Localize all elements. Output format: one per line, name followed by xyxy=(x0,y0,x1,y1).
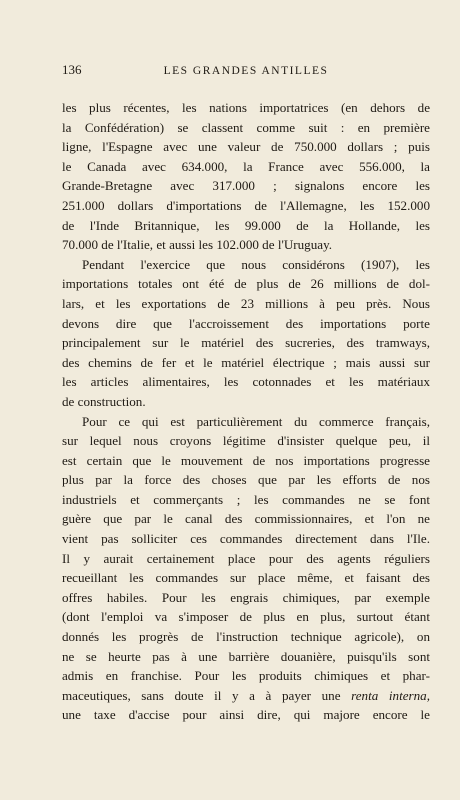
text-line: le Canada avec 634.000, la France avec 556.000, la xyxy=(62,158,430,174)
text-line: ne se heurte pas à une barrière douanière, puisqu'ils sont xyxy=(62,648,430,664)
text-line: les plus récentes, les nations importatrices (en dehors de xyxy=(62,100,430,115)
text-line: la Confédération) se classent comme suit : en première xyxy=(62,119,430,135)
text-line: principalement sur le matériel des sucreries, des tramways, xyxy=(62,335,430,351)
text-line xyxy=(62,686,430,706)
text-line: admis en franchise. Pour les produits chimiques et phar- xyxy=(62,668,430,684)
text-line: Grande-Bretagne avec 317.000 ; signalons encore les xyxy=(62,178,430,194)
page-number: 136 xyxy=(62,62,82,77)
text-line: guère que par le canal des commissionnaires, et l'on ne xyxy=(62,511,430,527)
text-line: de l'Inde Britannique, les 99.000 de la Hollande, les xyxy=(62,217,430,233)
text-line: est certain que le mouvement de nos importations progresse xyxy=(62,452,430,468)
text-line: des chemins de fer et le matériel électrique ; mais aussi sur xyxy=(62,354,430,370)
text-line: 251.000 dollars d'importations de l'Allemagne, les 152.000 xyxy=(62,197,430,213)
text-line: de construction. xyxy=(62,393,146,409)
text-line: lars, et les exportations de 23 millions à peu près. Nous xyxy=(62,295,430,311)
text-line: offres habiles. Pour les engrais chimiques, par exemple xyxy=(62,589,430,605)
text-line: recueillant les commandes sur place même, et faisant des xyxy=(62,570,430,586)
text-line: ligne, l'Espagne avec une valeur de 750.000 dollars ; puis xyxy=(62,139,430,155)
text-line: vient pas solliciter ces commandes directement dans l'Ile. xyxy=(62,531,430,547)
text-line: Pendant l'exercice que nous considérons (1907), les xyxy=(82,256,430,272)
text-line: importations totales ont été de plus de 26 millions de dol- xyxy=(62,276,430,292)
text-line: sur lequel nous croyons légitime d'insister quelque peu, il xyxy=(62,433,430,449)
paragraph-1 xyxy=(62,98,430,255)
text-line: 70.000 de l'Italie, et aussi les 102.000 de l'Uruguay. xyxy=(62,237,333,253)
text-line: industriels et commerçants ; les commandes ne se font xyxy=(62,491,430,507)
text-line: Il y aurait certainement place pour des agents réguliers xyxy=(62,550,430,566)
text-line: plus par la force des choses que par les efforts de nos xyxy=(62,472,430,488)
text-line: une taxe d'accise pour ainsi dire, qui majore encore le xyxy=(62,707,430,723)
text-line: donnés les progrès de l'instruction technique agricole), on xyxy=(62,629,430,645)
body-text xyxy=(62,98,430,725)
text-line: les articles alimentaires, les cotonnades et les matériaux xyxy=(62,374,430,390)
text-line: (dont l'emploi va s'imposer de plus en plus, surtout étant xyxy=(62,609,430,625)
paragraph-2 xyxy=(62,255,430,412)
running-title: LES GRANDES ANTILLES xyxy=(163,65,329,77)
text-line: devons dire que l'accroissement des importations porte xyxy=(62,315,430,331)
paragraph-3 xyxy=(62,412,430,726)
text-line: Pour ce qui est particulièrement du commerce français, xyxy=(82,413,430,429)
italic-term: renta interna, xyxy=(351,687,430,703)
text-fragment: maceutiques, sans doute il y a à payer une xyxy=(62,687,341,703)
